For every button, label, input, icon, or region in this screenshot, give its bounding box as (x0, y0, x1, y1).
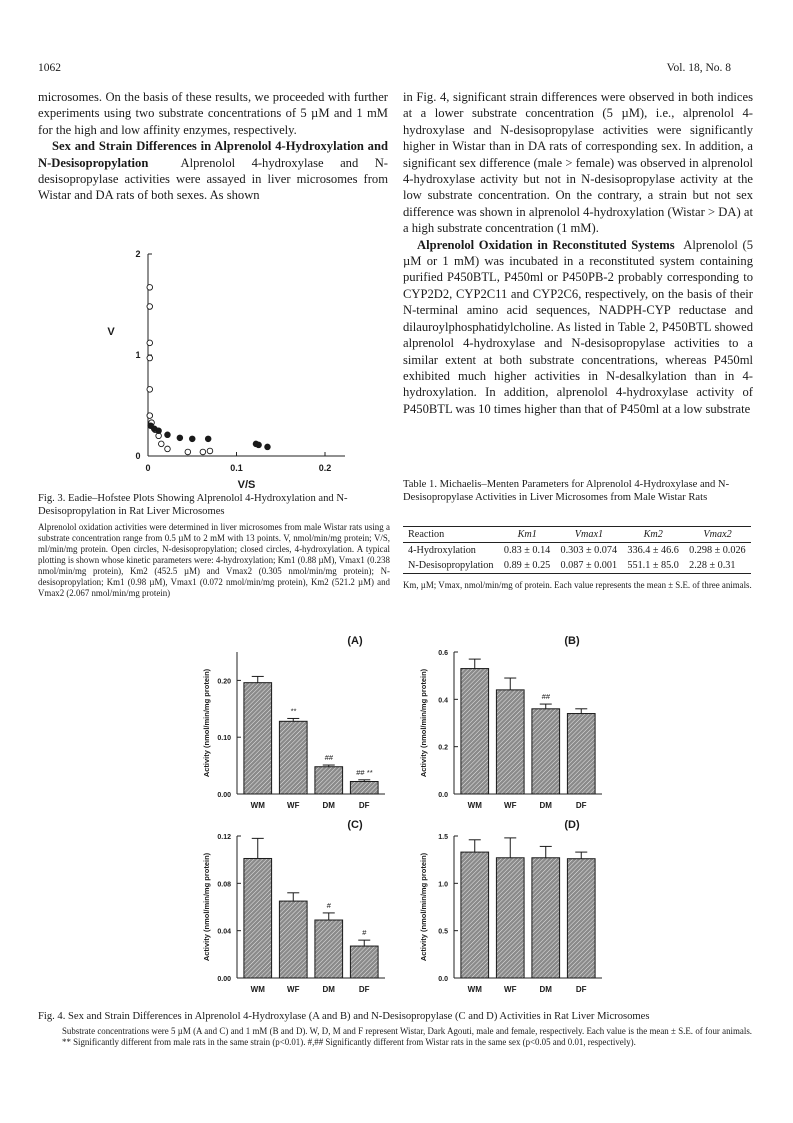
bar-y-axis-label: Activity (nmol/min/mg protein) (202, 852, 211, 962)
volume-label: Vol. 18, No. 8 (666, 62, 731, 74)
bar-category-label: WF (504, 985, 517, 994)
panel-label: (A) (347, 635, 363, 647)
significance-mark: # (326, 900, 331, 910)
table-cell: 0.298 ± 0.026 (689, 545, 746, 556)
fig3-y-tick-label: 2 (135, 249, 141, 259)
fig4-panel-b (412, 632, 612, 822)
fig3-closed-point (189, 436, 195, 442)
table-cell: 0.087 ± 0.001 (560, 560, 618, 571)
page-number: 1062 (38, 62, 61, 74)
fig4-caption-title: Fig. 4. Sex and Strain Differences in Alprenolol 4-Hydroxylase (A and B) and N-Desisopropylase (C and D) Activities in Rat Liver Microsomes (38, 1011, 650, 1022)
bar-y-tick-label: 0.12 (217, 834, 231, 841)
fig3-open-point (147, 285, 153, 291)
bar (350, 946, 378, 978)
table-cell: 4-Hydroxylation (408, 545, 476, 556)
fig3-x-tick-label: 0.1 (230, 463, 243, 473)
bar (567, 859, 595, 978)
bar (461, 852, 489, 978)
bar (496, 858, 524, 978)
bar-category-label: DF (575, 985, 587, 994)
bar (315, 920, 343, 978)
bar (279, 721, 307, 794)
table1-caption: Table 1. Michaelis–Menten Parameters for Alprenolol 4-Hydroxylase and N-Desisopropylase Activities in Liver Microsomes from Male Wistar Rats (403, 479, 730, 503)
table1-header: Km2 (643, 529, 663, 540)
fig3-open-point (165, 446, 171, 452)
bar-y-tick-label: 1.5 (438, 834, 448, 841)
bar-y-axis-label: Activity (nmol/min/mg protein) (202, 668, 211, 778)
fig3-y-tick-label: 0 (135, 451, 141, 461)
bar-y-tick-label: 0.04 (217, 928, 231, 936)
fig3-closed-point (156, 428, 162, 434)
fig3-open-point (158, 441, 164, 447)
fig3-open-point (200, 449, 206, 455)
bar (532, 858, 560, 978)
bar-y-axis-label: Activity (nmol/min/mg protein) (419, 852, 428, 962)
table-cell: 2.28 ± 0.31 (689, 560, 736, 571)
bar-y-tick-label: 0.00 (217, 976, 231, 983)
bar (350, 782, 378, 794)
fig3-closed-point (165, 432, 171, 438)
bar-category-label: DF (358, 985, 370, 994)
bar (244, 683, 272, 794)
bar-y-tick-label: 0.0 (438, 792, 448, 799)
right-column-text (403, 89, 753, 417)
bar-y-tick-label: 0.4 (438, 697, 448, 705)
fig3-open-point (147, 387, 153, 393)
table1-header: Vmax1 (574, 529, 604, 540)
bar-y-tick-label: 0.5 (438, 928, 448, 936)
bar-category-label: WM (250, 985, 265, 994)
fig3-open-point (147, 304, 153, 310)
significance-mark: # (362, 928, 367, 938)
table-cell: N-Desisopropylation (408, 560, 494, 571)
bar-category-label: WM (467, 801, 482, 810)
fig4-panel-c (195, 816, 395, 1006)
bar (244, 858, 272, 978)
bar-category-label: WM (467, 985, 482, 994)
bar-y-tick-label: 0.2 (438, 744, 448, 752)
bar-category-label: WF (504, 801, 517, 810)
bar-y-tick-label: 0.08 (217, 881, 231, 889)
fig4-panel-a (195, 632, 395, 822)
bar (496, 690, 524, 794)
fig3-caption-title: Fig. 3. Eadie–Hofstee Plots Showing Alprenolol 4-Hydroxylation and N-Desisopropylation in Rat Liver Microsomes (38, 493, 348, 517)
bar-y-tick-label: 0.0 (438, 976, 448, 983)
fig3-caption-body: Alprenolol oxidation activities were determined in liver microsomes from male Wistar rats using a substrate concentration range from 0.5 µM to 2 mM with 13 points. V, nmol/min/mg protein; V/S, ml/min/mg protein. Open circles, N-desisopropylation; closed circles, 4-hydroxylation. A typical plotting is shown whose kinetic parameters were: 4-hydroxylation; Km1 (0.88 µM), Vmax1 (0.238 nmol/min/mg protein), Km2 (452.5 µM) and Vmax2 (0.305 nmol/min/mg protein); N-desisopropylation; Km1 (0.98 µM), Vmax1 (0.072 nmol/min/mg protein), Km2 (521.2 µM) and Vmax2 (2.067 nmol/min/mg protein) (38, 522, 390, 598)
fig3-x-tick-label: 0 (145, 463, 151, 473)
fig3-closed-point (177, 435, 183, 441)
fig3-x-axis-label: V/S (237, 479, 256, 491)
bar (315, 767, 343, 794)
table-cell: 0.89 ± 0.25 (503, 560, 551, 571)
fig3-y-axis-label: V (107, 325, 115, 338)
fig3-open-point (207, 448, 213, 454)
fig3-x-tick-label: 0.2 (318, 463, 332, 473)
fig3-open-point (147, 355, 153, 361)
table1-header: Km1 (517, 529, 537, 540)
significance-mark: ** (290, 706, 297, 716)
bar-y-tick-label: 1.0 (438, 881, 448, 889)
fig3-y-tick-label: 1 (135, 350, 141, 360)
significance-mark: ## (541, 692, 550, 702)
table1-header-row (403, 527, 751, 543)
left-para-2: Alprenolol 4-hydroxylase and N-desisopropylase activities were assayed in liver microsomes from Wistar and DA rats of both sexes. As shown (38, 155, 388, 203)
table-cell: 0.83 ± 0.14 (503, 545, 551, 556)
bar (567, 714, 595, 794)
significance-mark: ## ** (356, 767, 373, 777)
bar-category-label: WM (250, 801, 265, 810)
bar-category-label: WF (287, 985, 300, 994)
bar-y-tick-label: 0.00 (217, 792, 231, 799)
panel-label: (B) (564, 635, 580, 647)
fig3-open-point (147, 413, 153, 419)
fig3-open-point (147, 340, 153, 346)
right-para-1: in Fig. 4, significant strain differences were observed in both indices at a lower substrate concentration (5 µM), i.e., alprenolol 4-hydroxylase and N-desisopropylase activities were significantly higher in Wistar than in DA rats of corresponding sex. In addition, a significant sex difference (male > female) was observed in alprenolol 4-hydroxylase activity but not in N-desisopropylase activity at the low substrate concentration. On the contrary, a strain but not sex difference was shown in alprenolol 4-hydroxylation (Wistar > DA) at a high substrate concentration (1 mM). (403, 90, 753, 236)
fig4-caption-body: Substrate concentrations were 5 µM (A and C) and 1 mM (B and D). W, D, M and F represent Wistar, Dark Agouti, male and female, respectively. Each value is the mean ± S.E. of four animals. ** Significantly different from male rats in the same strain (p<0.01). #,## Significantly different from Wistar rats in the same sex (p<0.05 and 0.01, respectively). (62, 1026, 752, 1047)
bar (532, 709, 560, 794)
bar-category-label: DM (539, 801, 552, 810)
table1-header: Vmax2 (703, 529, 732, 540)
table1 (403, 526, 751, 574)
bar-category-label: DF (575, 801, 587, 810)
bar-category-label: DM (322, 801, 335, 810)
section-heading-reconstituted: Alprenolol Oxidation in Reconstituted Systems (417, 237, 675, 252)
bar-y-tick-label: 0.20 (217, 678, 231, 686)
section-heading-sex-strain: Sex and Strain Differences in Alprenolol 4-Hydroxylation and N-Desisopropylation (38, 139, 388, 170)
bar (279, 901, 307, 978)
left-column-text (38, 89, 388, 204)
table1-header: Reaction (408, 529, 445, 540)
fig3-open-point (185, 449, 191, 455)
table-cell: 551.1 ± 85.0 (627, 560, 679, 571)
table-cell: 0.303 ± 0.074 (560, 545, 618, 556)
fig3-closed-point (256, 442, 262, 448)
table1-footnote: Km, µM; Vmax, nmol/min/mg of protein. Each value represents the mean ± S.E. of three animals. (403, 580, 752, 590)
table-cell: 336.4 ± 46.6 (627, 545, 679, 556)
bar-category-label: WF (287, 801, 300, 810)
bar-category-label: DM (539, 985, 552, 994)
bar-category-label: DF (358, 801, 370, 810)
bar (461, 669, 489, 794)
significance-mark: ## (324, 753, 333, 763)
bar-y-tick-label: 0.10 (217, 735, 231, 743)
table-row (403, 558, 751, 573)
fig4-panel-d (412, 816, 612, 1006)
panel-label: (C) (347, 819, 363, 831)
left-para-1: microsomes. On the basis of these results, we proceeded with further experiments using two substrate concentrations of 5 µM and 1 mM for the high and low affinity enzymes, respectively. (38, 90, 388, 137)
fig3-closed-point (205, 436, 211, 442)
fig3-eadie-hofstee-plot (60, 234, 370, 491)
panel-label: (D) (564, 819, 580, 831)
fig3-closed-point (265, 444, 271, 450)
bar-y-tick-label: 0.6 (438, 650, 448, 657)
bar-category-label: DM (322, 985, 335, 994)
table-row (403, 543, 751, 559)
bar-y-axis-label: Activity (nmol/min/mg protein) (419, 668, 428, 778)
right-para-2: Alprenolol (5 µM or 1 mM) was incubated in a reconstituted system containing purified P450BTL, P450ml or P450PB-2 probably corresponding to CYP2D2, CYP2C11 and CYP2C6, respectively, on the basis of their N-terminal amino acid sequences, NADPH-CYP reductase and dilauroylphosphatidylcholine. As listed in Table 2, P450BTL showed alprenolol 4-hydroxylase and N-desisopropylase activities to a similar extent at both substrate concentrations, whereas P450ml exhibited much higher activities in N-desalkylation than in 4-hydroxylation. In addition, alprenolol 4-hydroxylase activity of P450BTL was 10 times higher than that of P450ml at a low substrate (403, 237, 753, 416)
